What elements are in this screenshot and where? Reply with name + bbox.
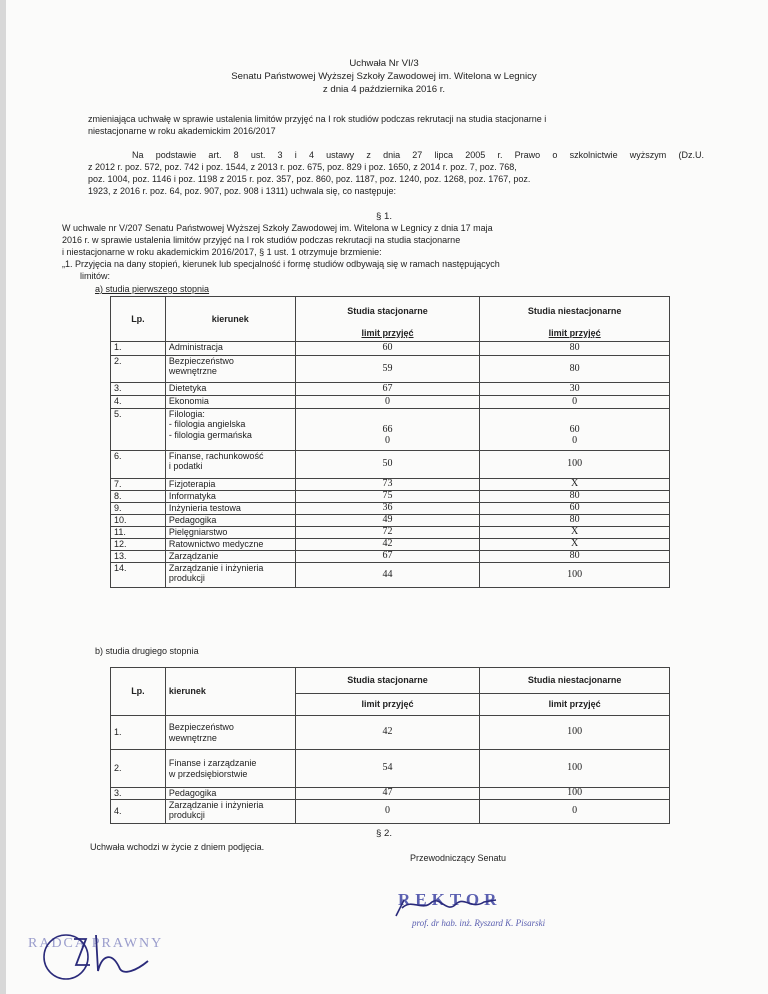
row-st: 0 — [295, 800, 480, 824]
basis-line-2: z 2012 r. poz. 572, poz. 742 i poz. 1544, z 2013 r. poz. 675, poz. 829 i poz. 1650, z 2014 r. poz. 7, poz. 768, — [88, 162, 517, 172]
row-st: 59 — [295, 356, 480, 383]
section-2-text: Uchwała wchodzi w życie z dniem podjęcia. — [90, 842, 265, 852]
row-name-line-1: Zarządzanie i inżynieria — [168, 563, 264, 573]
row-st: 72 — [295, 527, 480, 539]
row-st: 54 — [295, 750, 480, 788]
row-nst: 100 — [480, 788, 670, 800]
row-name: Zarządzanie — [165, 551, 295, 563]
row-st: 60 — [295, 342, 480, 356]
row-lp: 4. — [111, 800, 166, 824]
row-name — [165, 563, 295, 588]
row-lp: 1. — [111, 716, 166, 750]
row-st: 75 — [295, 491, 480, 503]
row-lp: 1. — [111, 342, 166, 356]
row-name-line-1: Zarządzanie i inżynieria — [168, 800, 264, 810]
row-nst: 80 — [480, 491, 670, 503]
table-row — [111, 800, 670, 824]
table-row — [111, 503, 670, 515]
row-name — [165, 409, 295, 451]
section-1-line-2: 2016 r. w sprawie ustalenia limitów przyjęć na I rok studiów podczas rekrutacji na studia stacjonarne — [62, 235, 461, 245]
row-st: 73 — [295, 479, 480, 491]
row-lp: 4. — [111, 396, 166, 409]
row-nst: X — [480, 527, 670, 539]
row-name: Fizjoterapia — [165, 479, 295, 491]
section-1-line-4: „1. Przyjęcia na dany stopień, kierunek lub specjalność i formę studiów odbywają się w ramach następujących — [62, 259, 500, 269]
table-row — [111, 527, 670, 539]
row-st-2: 0 — [385, 434, 391, 446]
row-name: Administracja — [165, 342, 295, 356]
basis-line-3: poz. 1004, poz. 1146 i poz. 1198 z 2015 r. poz. 357, poz. 860, poz. 1187, poz. 1240, poz. 1268, poz. 1767, poz. — [88, 174, 531, 184]
row-name: Pielęgniarstwo — [165, 527, 295, 539]
table-row — [111, 409, 670, 451]
section-1-line-1: W uchwale nr V/207 Senatu Państwowej Wyższej Szkoły Zawodowej im. Witelona w Legnicy z dnia 17 maja — [62, 223, 493, 233]
row-name-line-2: produkcji — [168, 573, 205, 584]
row-st: 42 — [295, 716, 480, 750]
intro-line-1: zmieniająca uchwałę w sprawie ustalenia limitów przyjęć na I rok studiów podczas rekrutacji na studia stacjonarne i — [88, 114, 547, 124]
row-st: 42 — [295, 539, 480, 551]
basis-line-4: 1923, z 2016 r. poz. 64, poz. 907, poz. 908 i 1311) uchwala się, co następuje: — [88, 186, 397, 196]
row-lp: 3. — [111, 788, 166, 800]
row-nst: 100 — [480, 750, 670, 788]
table-row — [111, 342, 670, 356]
table-a-header-kierunek: kierunek — [165, 297, 295, 342]
row-lp: 13. — [111, 551, 166, 563]
table-row — [111, 515, 670, 527]
table-row — [111, 551, 670, 563]
row-st: 67 — [295, 551, 480, 563]
row-nst: 60 — [480, 503, 670, 515]
row-nst: 0 — [480, 396, 670, 409]
row-lp: 2. — [111, 750, 166, 788]
table-row — [111, 491, 670, 503]
row-nst: 0 — [480, 800, 670, 824]
table-a-subheader-limit-nst: limit przyjęć — [480, 326, 670, 342]
table-a — [110, 296, 670, 588]
row-name — [165, 451, 295, 479]
row-name: Ratownictwo medyczne — [165, 539, 295, 551]
row-st: 36 — [295, 503, 480, 515]
row-name — [165, 356, 295, 383]
row-nst: 80 — [480, 515, 670, 527]
table-b-subheader-limit-st: limit przyjęć — [295, 694, 480, 716]
row-lp: 14. — [111, 563, 166, 588]
row-name: Pedagogika — [165, 515, 295, 527]
table-row — [111, 539, 670, 551]
row-st: 49 — [295, 515, 480, 527]
table-row — [111, 383, 670, 396]
row-name-line-2: i podatki — [168, 461, 203, 472]
table-b-subheader-limit-nst: limit przyjęć — [480, 694, 670, 716]
row-name-line-1: Filologia: — [168, 409, 205, 419]
table-b-caption: b) studia drugiego stopnia — [95, 646, 199, 656]
table-row — [111, 788, 670, 800]
row-lp: 6. — [111, 451, 166, 479]
row-name — [165, 716, 295, 750]
row-lp: 9. — [111, 503, 166, 515]
row-name — [165, 800, 295, 824]
row-name-line-2: produkcji — [168, 810, 205, 821]
intro-line-2: niestacjonarne w roku akademickim 2016/2017 — [88, 126, 276, 136]
table-row — [111, 451, 670, 479]
table-a-header-stacjonarne: Studia stacjonarne — [295, 297, 480, 326]
row-name: Informatyka — [165, 491, 295, 503]
row-sub-1: - filologia angielska — [168, 419, 246, 430]
row-nst: 100 — [480, 563, 670, 588]
row-nst-1: 60 — [569, 424, 580, 436]
row-name: Pedagogika — [165, 788, 295, 800]
row-name — [165, 750, 295, 788]
table-a-header-lp: Lp. — [111, 297, 166, 342]
row-lp: 11. — [111, 527, 166, 539]
resolution-date: z dnia 4 października 2016 r. — [322, 84, 446, 95]
row-lp: 2. — [111, 356, 166, 383]
signature-role: Przewodniczący Senatu — [410, 853, 507, 863]
row-nst-2: 0 — [572, 434, 578, 446]
table-row — [111, 396, 670, 409]
row-name: Dietetyka — [165, 383, 295, 396]
row-nst: X — [480, 479, 670, 491]
row-st: 44 — [295, 563, 480, 588]
row-sub-2: - filologia germańska — [168, 429, 252, 440]
row-nst: X — [480, 539, 670, 551]
row-name-line-2: wewnętrzne — [168, 732, 217, 743]
table-b — [110, 667, 670, 824]
table-a-caption: a) studia pierwszego stopnia — [95, 284, 210, 294]
legal-advisor-stamp: RADCA PRAWNY — [28, 936, 164, 951]
row-nst: 80 — [480, 342, 670, 356]
row-nst: 80 — [480, 356, 670, 383]
legal-advisor-signature — [40, 925, 170, 985]
row-name-line-1: Bezpieczeństwo — [168, 356, 234, 366]
row-lp: 5. — [111, 409, 166, 451]
row-st: 67 — [295, 383, 480, 396]
table-row — [111, 716, 670, 750]
section-1-line-5: limitów: — [80, 271, 111, 281]
rector-name: prof. dr hab. inż. Ryszard K. Pisarski — [412, 918, 546, 928]
table-row — [111, 479, 670, 491]
table-row — [111, 356, 670, 383]
row-st-1: 66 — [382, 424, 393, 436]
resolution-number: Uchwała Nr VI/3 — [349, 58, 419, 69]
table-a-subheader-limit-st: limit przyjęć — [295, 326, 480, 342]
rector-stamp: REKTOR — [398, 890, 502, 909]
row-lp: 7. — [111, 479, 166, 491]
row-name-line-2: w przedsiębiorstwie — [168, 768, 248, 779]
section-1-line-3: i niestacjonarne w roku akademickim 2016/2017, § 1 ust. 1 otrzymuje brzmienie: — [62, 247, 382, 257]
row-name-line-1: Finanse i zarządzanie — [168, 758, 257, 769]
row-st: 50 — [295, 451, 480, 479]
row-nst: 30 — [480, 383, 670, 396]
table-b-header-lp: Lp. — [111, 668, 166, 716]
row-nst: 100 — [480, 716, 670, 750]
resolution-issuer: Senatu Państwowej Wyższej Szkoły Zawodowej im. Witelona w Legnicy — [231, 71, 537, 82]
table-b-header-stacjonarne: Studia stacjonarne — [295, 668, 480, 694]
row-name: Ekonomia — [165, 396, 295, 409]
table-a-header-niestacjonarne: Studia niestacjonarne — [480, 297, 670, 326]
table-b-header-niestacjonarne: Studia niestacjonarne — [480, 668, 670, 694]
row-st: 47 — [295, 788, 480, 800]
scan-edge — [0, 0, 6, 994]
row-st: 0 — [295, 396, 480, 409]
row-lp: 12. — [111, 539, 166, 551]
row-nst: 80 — [480, 551, 670, 563]
row-name-line-1: Bezpieczeństwo — [168, 722, 234, 733]
row-nst: 100 — [480, 451, 670, 479]
row-st — [295, 409, 480, 451]
row-name-line-2: wewnętrzne — [168, 366, 217, 377]
row-lp: 3. — [111, 383, 166, 396]
table-row — [111, 563, 670, 588]
section-2-mark: § 2. — [375, 828, 392, 839]
row-name: Inżynieria testowa — [165, 503, 295, 515]
section-1-mark: § 1. — [375, 211, 392, 222]
row-name-line-1: Finanse, rachunkowość — [168, 451, 264, 461]
basis-line-1: Na podstawie art. 8 ust. 3 i 4 ustawy z dnia 27 lipca 2005 r. Prawo o szkolnictwie wyższym (Dz.U. — [132, 150, 704, 160]
row-lp: 10. — [111, 515, 166, 527]
table-row — [111, 750, 670, 788]
row-nst — [480, 409, 670, 451]
table-b-header-kierunek: kierunek — [165, 668, 295, 716]
row-lp: 8. — [111, 491, 166, 503]
